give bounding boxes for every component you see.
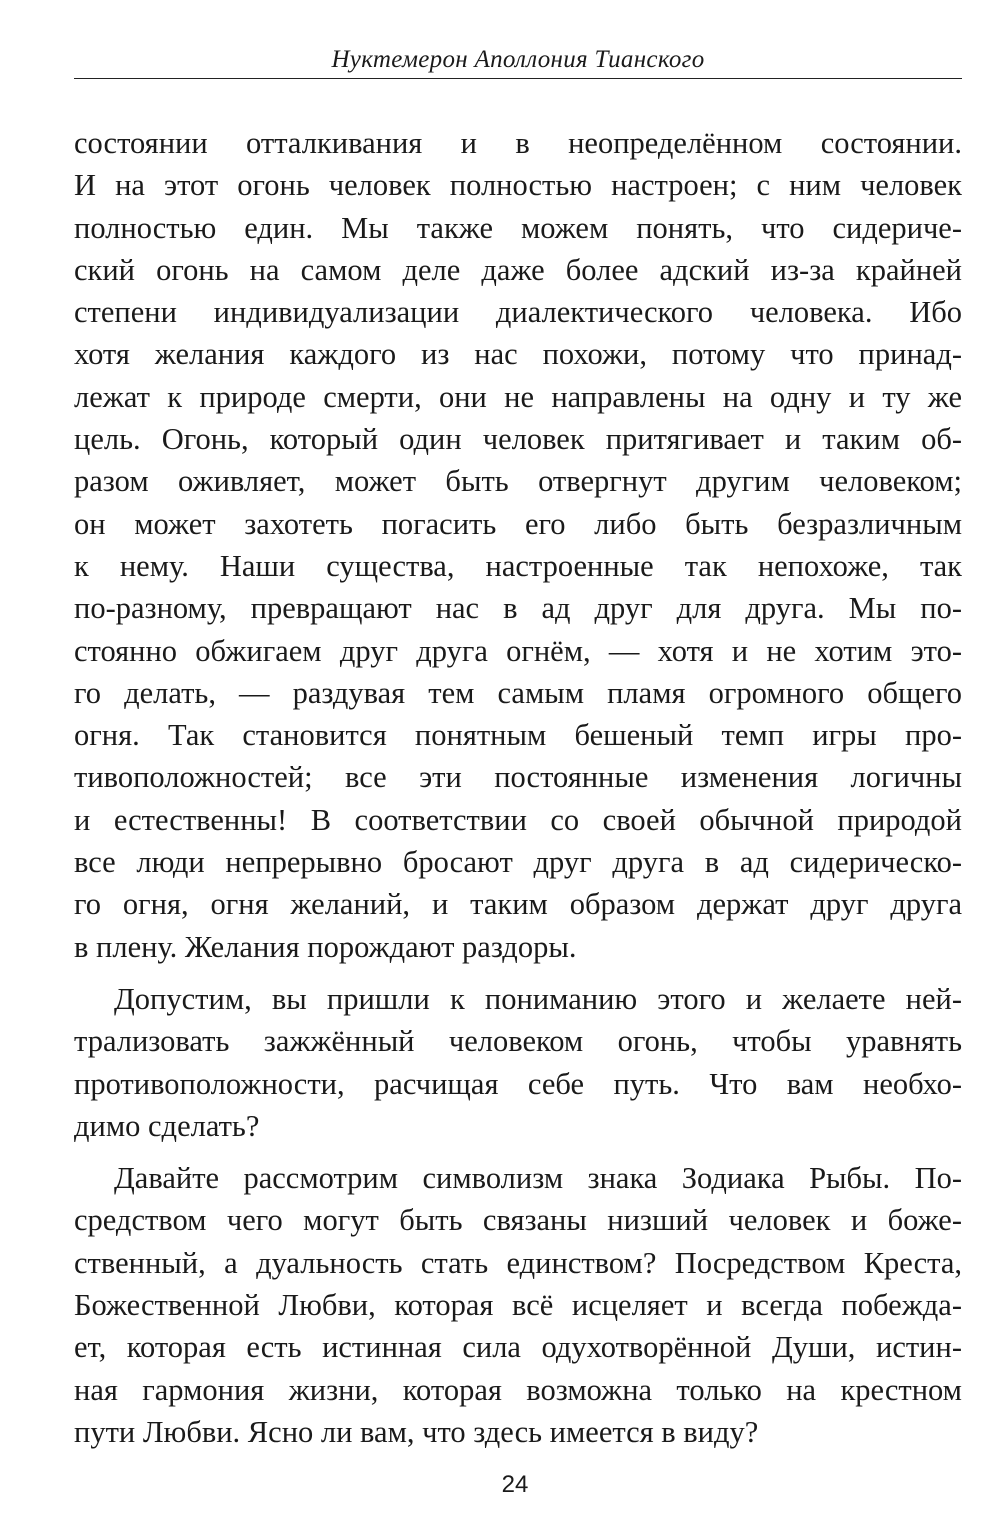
text-line: Давайте рассмотрим символизм знака Зодиака Рыбы. По- [114, 1161, 962, 1196]
body-text [74, 122, 962, 1453]
text-line: огня. Так становится понятным бешеный темп игры про- [74, 718, 962, 753]
text-line: го огня, огня желаний, и таким образом держат друг друга [74, 887, 962, 922]
text-line: го делать, — раздувая тем самым пламя огромного общего [74, 675, 962, 710]
paragraph [74, 122, 962, 968]
text-line: ет, которая есть истинная сила одухотворённой Души, истин- [74, 1330, 962, 1365]
text-line: полностью един. Мы также можем понять, что сидериче- [74, 210, 962, 245]
text-line: состоянии отталкивания и в неопределённом состоянии. [74, 126, 962, 160]
text-line: и естественны! В соответствии со своей обычной природой [74, 802, 962, 837]
paragraph [74, 1157, 962, 1453]
text-line: степени индивидуализации диалектического человека. Ибо [74, 295, 962, 330]
text-line: все люди непрерывно бросают друг друга в ад сидерическо- [74, 845, 962, 880]
text-line: ная гармония жизни, которая возможна только на крестном [74, 1372, 962, 1407]
text-line: средством чего могут быть связаны низший человек и боже- [74, 1203, 962, 1238]
text-line: ственный, а дуальность стать единством? Посредством Креста, [74, 1245, 962, 1280]
text-line: хотя желания каждого из нас похожи, потому что принад- [74, 337, 962, 372]
text-line: трализовать зажжённый человеком огонь, чтобы уравнять [74, 1024, 962, 1059]
text-line: димо сделать? [74, 1108, 260, 1143]
text-line: разом оживляет, может быть отвергнут другим человеком; [74, 464, 962, 499]
text-line: И на этот огонь человек полностью настроен; с ним человек [74, 168, 962, 203]
text-line: пути Любви. Ясно ли вам, что здесь имеется в виду? [74, 1414, 759, 1449]
text-line: стоянно обжигаем друг друга огнём, — хотя и не хотим это- [74, 633, 962, 668]
running-header-title: Нуктемерон Аполлония Тианского [331, 46, 705, 73]
text-line: цель. Огонь, который один человек притягивает и таким об- [74, 422, 962, 457]
text-line: ский огонь на самом деле даже более адский из-за крайней [74, 252, 962, 287]
text-line: лежат к природе смерти, они не направлены на одну и ту же [74, 379, 962, 414]
text-line: тивоположностей; все эти постоянные изменения логичны [74, 760, 962, 795]
text-line: Божественной Любви, которая всё исцеляет и всегда побеждa- [74, 1288, 962, 1323]
header-rule [74, 78, 962, 79]
text-line: в плену. Желания порождают раздоры. [74, 929, 577, 964]
text-line: к нему. Наши существа, настроенные так непохоже, так [74, 548, 962, 583]
text-line: он может захотеть погасить его либо быть безразличным [74, 506, 962, 541]
paragraph-gap [74, 968, 962, 978]
text-line: по-разному, превращают нас в ад друг для друга. Мы по- [74, 591, 962, 626]
page-number: 24 [501, 1471, 529, 1498]
text-line: противоположности, расчищая себе путь. Что вам необхо- [74, 1066, 962, 1101]
paragraph [74, 978, 962, 1147]
text-line: Допустим, вы пришли к пониманию этого и желаете ней- [114, 981, 962, 1016]
paragraph-gap [74, 1147, 962, 1157]
